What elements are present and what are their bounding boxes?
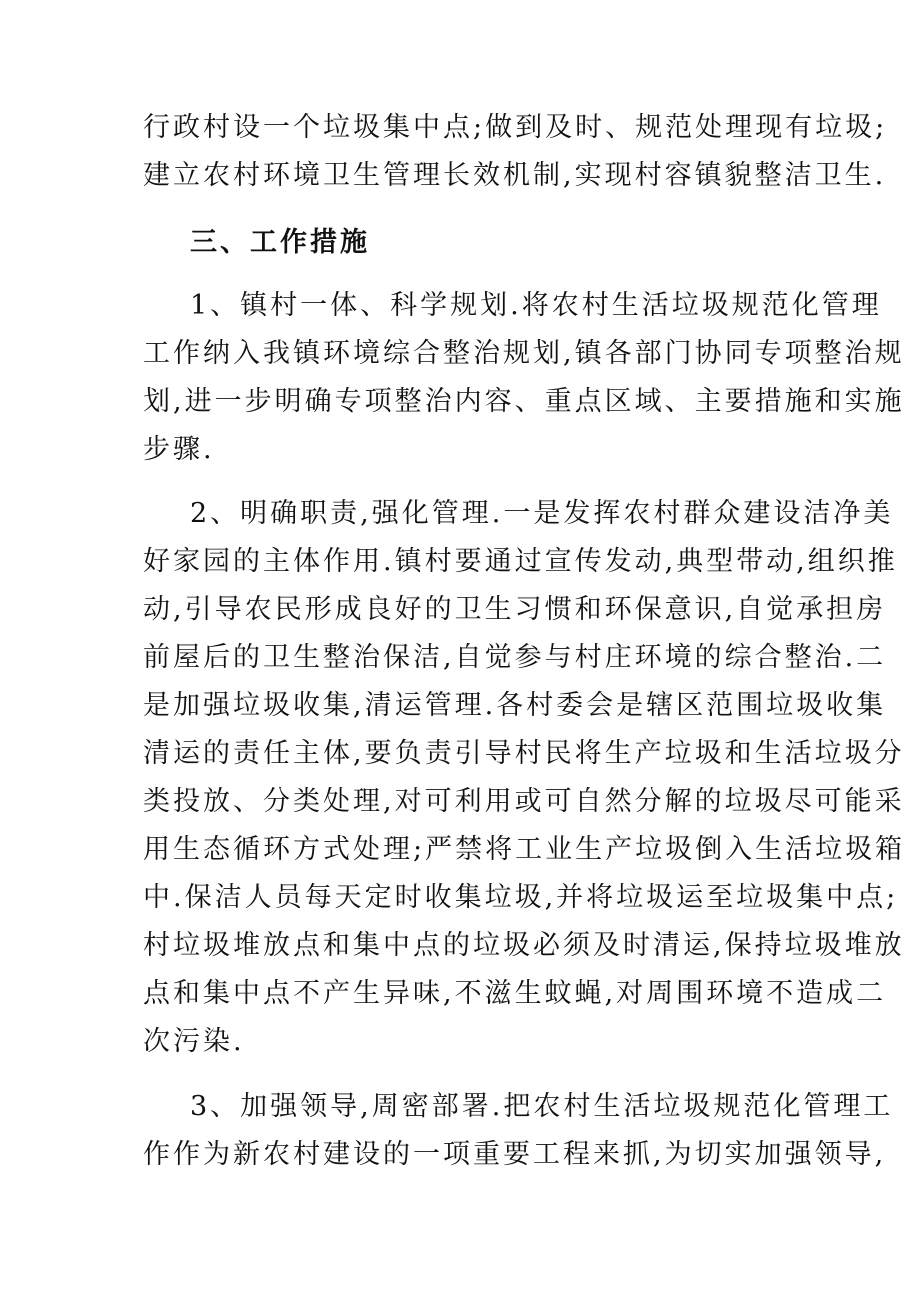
text-line-content: 类投放、分类处理,对可利用或可自然分解的垃圾尽可能采 xyxy=(143,786,905,817)
text-line-content: 前屋后的卫生整治保洁,自觉参与村庄环境的综合整治.二 xyxy=(143,642,887,673)
text-line-content: 1、镇村一体、科学规划.将农村生活垃圾规范化管理 xyxy=(190,290,882,321)
text-line-content: 建立农村环境卫生管理长效机制,实现村容镇貌整洁卫生. xyxy=(143,160,887,191)
text-line-content: 村垃圾堆放点和集中点的垃圾必须及时清运,保持垃圾堆放 xyxy=(143,930,905,961)
text-line-content: 步骤. xyxy=(143,434,215,465)
text-line-content: 3、加强领导,周密部署.把农村生活垃圾规范化管理工 xyxy=(190,1091,894,1122)
section-heading xyxy=(0,223,920,263)
paragraph-first-line xyxy=(0,286,920,326)
text-line xyxy=(0,878,920,918)
text-line xyxy=(0,382,920,422)
text-line xyxy=(0,108,920,148)
text-line xyxy=(0,1022,920,1062)
text-line-content: 2、明确职责,强化管理.一是发挥农村群众建设洁净美 xyxy=(190,498,894,529)
text-line-content: 好家园的主体作用.镇村要通过宣传发动,典型带动,组织推 xyxy=(143,546,898,577)
text-line xyxy=(0,830,920,870)
text-line xyxy=(0,542,920,582)
text-line-content: 划,进一步明确专项整治内容、重点区域、主要措施和实施 xyxy=(143,386,905,417)
text-line-content: 工作纳入我镇环境综合整治规划,镇各部门协同专项整治规 xyxy=(143,338,905,369)
text-line-content: 中.保洁人员每天定时收集垃圾,并将垃圾运至垃圾集中点; xyxy=(143,882,899,913)
text-line-content: 行政村设一个垃圾集中点;做到及时、规范处理现有垃圾; xyxy=(143,112,888,143)
text-line xyxy=(0,430,920,470)
text-line xyxy=(0,974,920,1014)
text-line-content: 是加强垃圾收集,清运管理.各村委会是辖区范围垃圾收集 xyxy=(143,690,887,721)
text-line xyxy=(0,1135,920,1175)
text-line-content: 次污染. xyxy=(143,1026,245,1057)
section-heading-text: 三、工作措施 xyxy=(190,227,370,258)
text-line-content: 用生态循环方式处理;严禁将工业生产垃圾倒入生活垃圾箱 xyxy=(143,834,906,865)
text-line xyxy=(0,782,920,822)
text-line xyxy=(0,638,920,678)
text-line xyxy=(0,334,920,374)
paragraph-first-line xyxy=(0,494,920,534)
text-line xyxy=(0,926,920,966)
text-line-content: 清运的责任主体,要负责引导村民将生产垃圾和生活垃圾分 xyxy=(143,738,905,769)
text-line xyxy=(0,156,920,196)
text-line-content: 动,引导农民形成良好的卫生习惯和环保意识,自觉承担房 xyxy=(143,594,887,625)
text-line xyxy=(0,686,920,726)
text-line-content: 点和集中点不产生异味,不滋生蚊蝇,对周围环境不造成二 xyxy=(143,978,887,1009)
text-line-content: 作作为新农村建设的一项重要工程来抓,为切实加强领导, xyxy=(143,1139,887,1170)
paragraph-first-line xyxy=(0,1087,920,1127)
text-line xyxy=(0,590,920,630)
text-line xyxy=(0,734,920,774)
